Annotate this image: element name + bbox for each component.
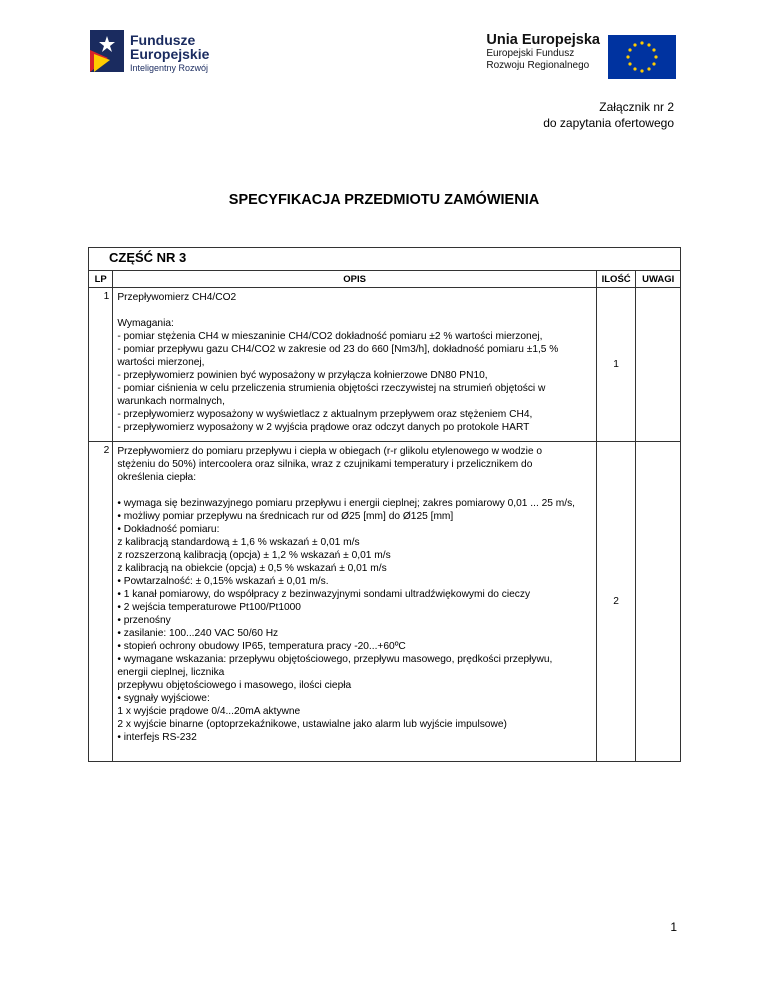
row-description	[113, 288, 597, 442]
description-line: - pomiar przepływu gazu CH4/CO2 w zakresie od 23 do 660 [Nm3/h], dokładność pomiaru ±1,5 %	[117, 344, 559, 355]
row-title-line: określenia ciepła:	[117, 472, 197, 483]
description-line: • przenośny	[117, 615, 171, 626]
eu-line3: Rozwoju Regionalnego	[486, 60, 590, 71]
part-heading: CZĘŚĆ NR 3	[109, 250, 187, 265]
description-line: - przepływomierz wyposażony w 2 wyjścia prądowe oraz odczyt danych po protokole HART	[117, 422, 530, 433]
eu-line2: Europejski Fundusz	[486, 48, 575, 59]
row-title: Przepływomierz CH4/CO2	[117, 292, 237, 303]
row-lp: 2	[89, 442, 113, 762]
description-line: • Dokładność pomiaru:	[117, 524, 220, 535]
description-line: warunkach normalnych,	[117, 396, 225, 407]
header-lp: LP	[89, 271, 113, 288]
document-title: SPECYFIKACJA PRZEDMIOTU ZAMÓWIENIA	[228, 192, 540, 208]
description-line: • wymagane wskazania: przepływu objętościowego, przepływu masowego, prędkości przepływu,	[117, 654, 553, 665]
row-quantity: 2	[596, 442, 636, 762]
description-line: - pomiar stężenia CH4 w mieszaninie CH4/CO2 dokładność pomiaru ±2 % wartości mierzonej,	[117, 331, 543, 342]
description-line: energii cieplnej, licznika	[117, 667, 225, 678]
eu-logo-text	[486, 32, 600, 72]
unia-europejska-logo	[476, 32, 676, 76]
description-line: 1 x wyjście prądowe 0/4...20mA aktywne	[117, 706, 301, 717]
part-heading-cell	[89, 248, 681, 271]
description-line: • możliwy pomiar przepływu na średnicach rur od Ø25 [mm] do Ø125 [mm]	[117, 511, 454, 522]
annex-note	[543, 99, 674, 131]
description-line: Wymagania:	[117, 318, 174, 329]
eu-flag-icon	[608, 35, 676, 79]
description-line: • interfejs RS-232	[117, 732, 197, 743]
description-line: • Powtarzalność: ± 0,15% wskazań ± 0,01 m/s.	[117, 576, 329, 587]
header-opis: OPIS	[113, 271, 597, 288]
description-line: z kalibracją standardową ± 1,6 % wskazań ± 0,01 m/s	[117, 537, 360, 548]
header-uwagi: UWAGI	[636, 271, 681, 288]
description-line: - przepływomierz powinien być wyposażony w przyłącza kołnierzowe DN80 PN10,	[117, 370, 488, 381]
logo-left-line2: Europejskie	[130, 46, 210, 62]
description-line: • 2 wejścia temperaturowe Pt100/Pt1000	[117, 602, 301, 613]
description-line: • sygnały wyjściowe:	[117, 693, 210, 704]
header-ilosc: ILOŚĆ	[596, 271, 636, 288]
page-number: 1	[670, 920, 677, 934]
logo-left-line1: Fundusze	[130, 32, 196, 48]
row-description	[113, 442, 597, 762]
description-line: • 1 kanał pomiarowy, do współpracy z bezinwazyjnymi sondami ultradźwiękowymi do cieczy	[117, 589, 531, 600]
annex-line1: Załącznik nr 2	[599, 100, 674, 114]
description-line: wartości mierzonej,	[117, 357, 205, 368]
row-remarks	[636, 288, 681, 442]
row-title-line: Przepływomierz do pomiaru przepływu i ciepła w obiegach (r-r glikolu etylenowego w wodzie o	[117, 446, 542, 457]
description-line: - pomiar ciśnienia w celu przeliczenia strumienia objętości rzeczywistej na strumień objętości w	[117, 383, 546, 394]
logo-left-line3: Inteligentny Rozwój	[130, 63, 209, 73]
description-line: • wymaga się bezinwazyjnego pomiaru przepływu i energii cieplnej; zakres pomiarowy 0,01 ... 25 m/s,	[117, 498, 576, 509]
description-line: z kalibracją na obiekcie (opcja) ± 0,5 % wskazań ± 0,01 m/s	[117, 563, 387, 574]
row-lp: 1	[89, 288, 113, 442]
description-line: 2 x wyjście binarne (optoprzekaźnikowe, ustawialne jako alarm lub wyjście impulsowe)	[117, 719, 507, 730]
description-line: przepływu objętościowego i masowego, ilości ciepła	[117, 680, 352, 691]
row-remarks	[636, 442, 681, 762]
specification-table	[88, 247, 681, 762]
row-quantity: 1	[596, 288, 636, 442]
fundusze-europejskie-logo	[90, 28, 220, 76]
table-row	[89, 442, 681, 762]
fundusze-europejskie-emblem-icon	[90, 30, 124, 72]
description-line: • stopień ochrony obudowy IP65, temperatura pracy -20...+60ºC	[117, 641, 406, 652]
description-line: z rozszerzoną kalibracją (opcja) ± 1,2 % wskazań ± 0,01 m/s	[117, 550, 391, 561]
annex-line2: do zapytania ofertowego	[543, 116, 674, 130]
eu-title: Unia Europejska	[486, 32, 600, 48]
row-title-line: stężeniu do 50%) intercoolera oraz silnika, wraz z czujnikami temperatury i przelicznikem do	[117, 459, 533, 470]
description-line: - przepływomierz wyposażony w wyświetlacz z aktualnym przepływem oraz stężeniem CH4,	[117, 409, 533, 420]
table-row	[89, 288, 681, 442]
description-line: • zasilanie: 100...240 VAC 50/60 Hz	[117, 628, 279, 639]
table-header-row	[89, 271, 681, 288]
